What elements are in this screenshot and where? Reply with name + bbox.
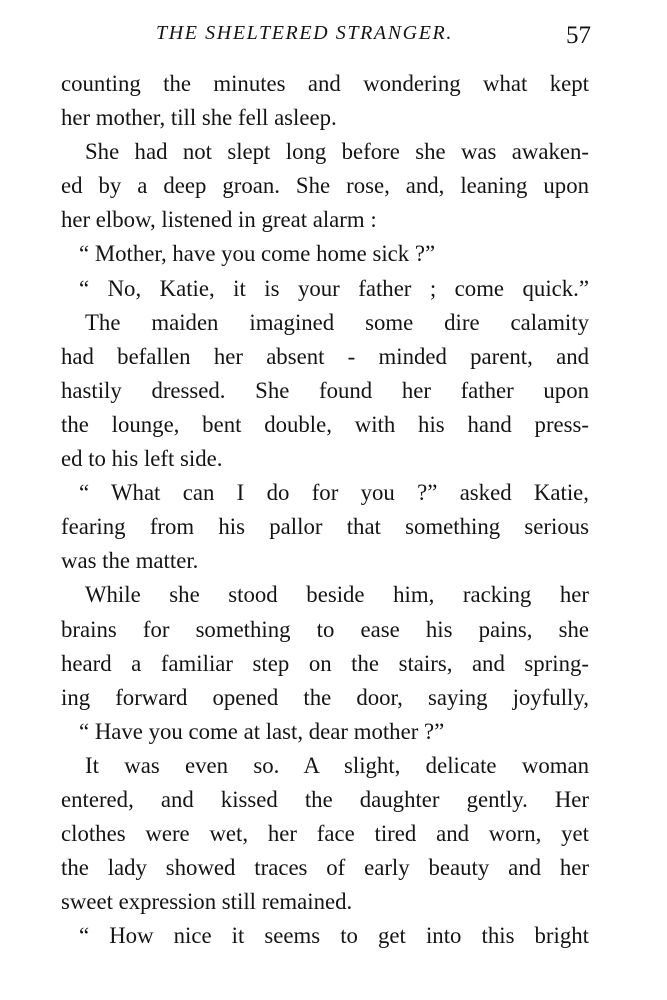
text-line: “ Mother, have you come home sick ?” (79, 241, 436, 267)
text-line: ing forward opened the door, saying joyfully, (61, 684, 589, 710)
text-line: “ Have you come at last, dear mother ?” (79, 718, 445, 744)
running-head (0, 14, 667, 54)
text-line: “ How nice it seems to get into this bright (79, 923, 589, 949)
text-line: She had not slept long before she was awaken- (85, 139, 589, 165)
text-line: brains for something to ease his pains, she (61, 616, 589, 642)
text-line: ed to his left side. (61, 446, 223, 472)
text-line: hastily dressed. She found her father upon (61, 377, 589, 403)
text-line: entered, and kissed the daughter gently. Her (61, 786, 589, 812)
text-line: had befallen her absent - minded parent, and (61, 343, 589, 369)
text-line: the lounge, bent double, with his hand press- (61, 411, 589, 437)
text-line: her elbow, listened in great alarm : (61, 207, 377, 233)
text-line: ed by a deep groan. She rose, and, leaning upon (61, 173, 589, 199)
text-line: It was even so. A slight, delicate woman (85, 752, 589, 778)
text-line: was the matter. (61, 548, 199, 574)
text-line: counting the minutes and wondering what kept (61, 71, 589, 96)
running-head-title: THE SHELTERED STRANGER. (156, 22, 453, 44)
text-line: clothes were wet, her face tired and worn, yet (61, 821, 589, 847)
page-number: 57 (566, 22, 591, 49)
text-line: “ No, Katie, it is your father ; come quick.” (79, 275, 589, 301)
text-line: her mother, till she fell asleep. (61, 105, 337, 131)
text-line: The maiden imagined some dire calamity (85, 309, 589, 335)
text-line: “ What can I do for you ?” asked Katie, (79, 480, 589, 506)
text-line: heard a familiar step on the stairs, and spring- (61, 650, 589, 676)
text-line: sweet expression still remained. (61, 889, 353, 915)
body-text (61, 67, 589, 953)
text-line: fearing from his pallor that something serious (61, 514, 589, 540)
text-line: the lady showed traces of early beauty and her (61, 855, 589, 881)
text-line: While she stood beside him, racking her (85, 582, 589, 608)
